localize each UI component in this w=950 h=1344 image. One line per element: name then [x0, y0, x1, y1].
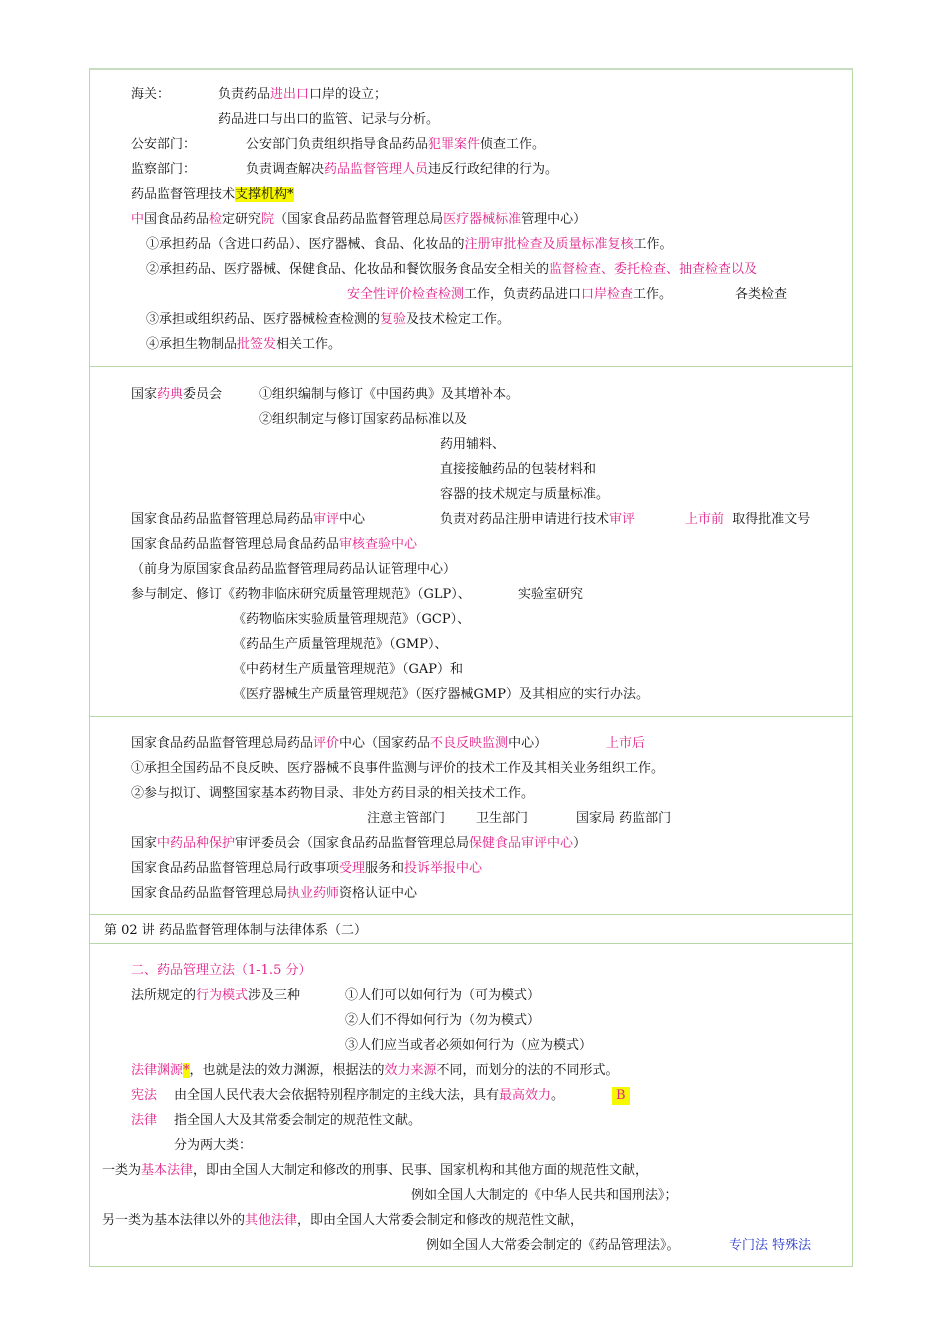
gcp-line: 《药物临床实验质量管理规范》（GCP）、 [233, 612, 471, 627]
supervision-label: 监察部门： [131, 162, 197, 177]
nifdc-item-4: ④承担生物制品批签发相关工作。 [146, 337, 342, 352]
nifdc-item-3: ③承担或组织药品、医疗器械检查检测的复验及技术检定工作。 [146, 312, 511, 327]
other-law-line: 另一类为基本法律以外的其他法律，即由全国人大常委会制定和修改的规范性文献， [102, 1213, 584, 1228]
health-dept-note: 卫生部门 [476, 811, 529, 826]
tech-support-heading: 药品监督管理技术支撑机构* [131, 187, 294, 202]
answer-mark: B [612, 1087, 630, 1105]
note-all-inspections: 各类检查 [735, 287, 788, 302]
supervision-duty-line: 负责调查解决药品监督管理人员违反行政纪律的行为。 [246, 162, 559, 177]
divider-3 [89, 914, 853, 915]
customs-label: 海关： [131, 87, 171, 102]
pharmacopoeia-committee: 国家药典委员会 [131, 387, 223, 402]
authority-note: 注意主管部门 [367, 811, 446, 826]
section-heading: 二、药品管理立法（1-1.5 分） [131, 963, 312, 978]
gap-line: 《中药材生产质量管理规范》（GAP）和 [233, 662, 464, 677]
law-label: 法律 [131, 1113, 158, 1128]
nifdc-item-2-cont: 安全性评价检查检测工作，负责药品进口口岸检查工作。 [347, 287, 673, 302]
pharmacopoeia-duty-1: ①组织编制与修订《中国药典》及其增补本。 [259, 387, 520, 402]
special-law-note: 专门法 特殊法 [729, 1238, 812, 1253]
nifdc-line: 中国食品药品检定研究院（国家食品药品监督管理总局医疗器械标准管理中心） [131, 212, 587, 227]
cfdi-former-name: （前身为原国家食品药品监督管理局药品认证管理中心） [131, 562, 457, 577]
behavior-mode-line: 法所规定的行为模式涉及三种 [131, 988, 301, 1003]
nifdc-item-2: ②承担药品、医疗器械、保健食品、化妆品和餐饮服务食品安全相关的监督检查、委托检查、抽查检查以及 [146, 262, 758, 277]
police-duty-line: 公安部门负责组织指导食品药品犯罪案件侦查工作。 [246, 137, 546, 152]
customs-duty-line: 负责药品进出口口岸的设立； [218, 87, 388, 102]
adr-item-1: ①承担全国药品不良反映、医疗器械不良事件监测与评价的技术工作及其相关业务组织工作。 [131, 761, 665, 776]
police-label: 公安部门： [131, 137, 197, 152]
glp-line: 参与制定、修订《药物非临床研究质量管理规范》（GLP）、 [131, 587, 471, 602]
divider-4 [89, 943, 853, 944]
admin-service-line: 国家食品药品监督管理总局行政事项受理服务和投诉举报中心 [131, 861, 483, 876]
constitution-desc: 由全国人民代表大会依据特别程序制定的主线大法，具有最高效力。 [174, 1088, 565, 1103]
constitution-label: 宪法 [131, 1088, 158, 1103]
basic-law-line: 一类为基本法律，即由全国人大制定和修改的刑事、民事、国家机构和其他方面的规范性文献， [102, 1163, 649, 1178]
law-desc: 指全国人大及其常委会制定的规范性文献。 [174, 1113, 422, 1128]
adr-item-2: ②参与拟订、调整国家基本药物目录、非处方药目录的相关技术工作。 [131, 786, 535, 801]
legal-source-line: 法律渊源*，也就是法的效力渊源，根据法的效力来源不同，而划分的法的不同形式。 [131, 1063, 619, 1078]
drug-law-example: 例如全国人大常委会制定的《药品管理法》。 [426, 1238, 680, 1253]
post-market-note: 上市后 [606, 736, 646, 751]
device-gmp-line: 《医疗器械生产质量管理规范》（医疗器械GMP）及其相应的实行办法。 [233, 687, 649, 702]
pharmacopoeia-sub-2: 直接接触药品的包装材料和 [440, 462, 597, 477]
criminal-law-example: 例如全国人大制定的《中华人民共和国刑法》； [411, 1188, 678, 1203]
divider-2 [89, 716, 853, 717]
mode-1: ①人们可以如何行为（可为模式） [345, 988, 541, 1003]
cde-line: 国家食品药品监督管理总局药品审评中心 [131, 512, 366, 527]
national-bureau-note: 国家局 药监部门 [576, 811, 672, 826]
mode-2: ②人们不得如何行为（勿为模式） [345, 1013, 541, 1028]
mode-3: ③人们应当或者必须如何行为（应为模式） [345, 1038, 593, 1053]
lab-research-note: 实验室研究 [518, 587, 584, 602]
cfdi-line: 国家食品药品监督管理总局食品药品审核查验中心 [131, 537, 418, 552]
two-categories: 分为两大类： [174, 1138, 253, 1153]
pharmacopoeia-sub-1: 药用辅料、 [440, 437, 506, 452]
pharmacist-line: 国家食品药品监督管理总局执业药师资格认证中心 [131, 886, 418, 901]
divider-1 [89, 366, 853, 367]
pre-market-note: 上市前 取得批准文号 [685, 512, 811, 527]
tcm-protection-line: 国家中药品种保护审评委员会（国家食品药品监督管理总局保健食品审评中心） [131, 836, 587, 851]
cde-evaluation-line: 国家食品药品监督管理总局药品评价中心（国家药品不良反映监测中心） [131, 736, 548, 751]
pharmacopoeia-sub-3: 容器的技术规定与质量标准。 [440, 487, 610, 502]
pharmacopoeia-duty-2: ②组织制定与修订国家药品标准以及 [259, 412, 468, 427]
nifdc-item-1: ①承担药品（含进口药品）、医疗器械、食品、化妆品的注册审批检查及质量标准复核工作。 [146, 237, 673, 252]
lecture-title: 第 02 讲 药品监督管理体制与法律体系（二） [104, 923, 367, 938]
customs-duty-line-2: 药品进口与出口的监管、记录与分析。 [218, 112, 440, 127]
gmp-line: 《药品生产质量管理规范》（GMP）、 [233, 637, 448, 652]
cde-duty: 负责对药品注册申请进行技术审评 [440, 512, 636, 527]
